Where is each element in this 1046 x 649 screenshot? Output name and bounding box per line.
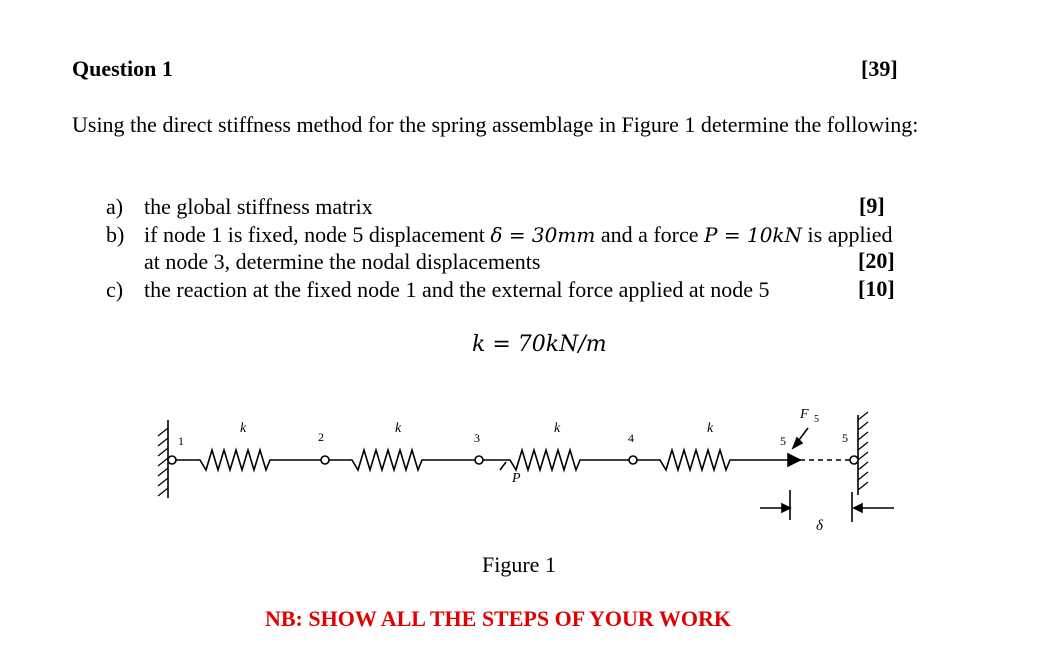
- right-wall-hatch: [858, 412, 868, 490]
- left-wall-hatch: [158, 428, 168, 496]
- node-label-5: 5: [780, 434, 786, 448]
- node-label-2: 2: [318, 430, 324, 444]
- delta-equation: δ = 30mm: [490, 223, 596, 247]
- figure-caption: Figure 1: [482, 552, 556, 577]
- item-b-marks: [20]: [858, 248, 895, 273]
- spring-label-2: k: [395, 421, 402, 436]
- node-label-1: 1: [178, 434, 184, 448]
- question-intro: Using the direct stiffness method for the spring assemblage in Figure 1 determine the following:: [72, 112, 919, 137]
- item-c-text: the reaction at the fixed node 1 and the external force applied at node 5: [144, 277, 770, 302]
- item-c-marks: [10]: [858, 276, 895, 301]
- item-b-line2: at node 3, determine the nodal displacements: [144, 249, 541, 274]
- nb-note: NB: SHOW ALL THE STEPS OF YOUR WORK: [265, 606, 731, 631]
- spring-label-1: k: [240, 421, 247, 436]
- question-title: Question 1: [72, 56, 173, 81]
- spring-1: [176, 450, 322, 470]
- force-label: F: [800, 407, 809, 422]
- spring-label-4: k: [707, 421, 714, 436]
- spring-3: [482, 450, 630, 470]
- item-b-text-post: is applied: [802, 222, 893, 247]
- question-marks: [39]: [861, 56, 898, 81]
- item-b-text-mid: and a force: [595, 222, 705, 247]
- delta-label: δ: [816, 518, 823, 534]
- node-4: [629, 456, 637, 464]
- spring-4: [636, 450, 790, 470]
- stiffness-equation: k = 70kN/m: [472, 332, 607, 357]
- spring-label-3: k: [554, 421, 561, 436]
- node-label-4: 4: [628, 431, 634, 445]
- item-b-letter: b): [106, 222, 125, 247]
- node-5-wall: [850, 456, 858, 464]
- force-arrow-head: [793, 438, 802, 448]
- force-subscript: 5: [814, 414, 819, 425]
- load-arrow: [500, 462, 506, 470]
- item-c-letter: c): [106, 277, 124, 302]
- item-a-text: the global stiffness matrix: [144, 194, 373, 219]
- item-a-marks: [9]: [859, 193, 885, 218]
- node-5-arrow: [788, 454, 800, 466]
- node-2: [321, 456, 329, 464]
- spring-2: [328, 450, 476, 470]
- delta-arrow-left-head: [782, 504, 790, 512]
- node-label-5-wall: 5: [842, 431, 848, 445]
- load-label: P: [512, 471, 521, 486]
- force-equation: P = 10kN: [704, 223, 803, 247]
- item-a-letter: a): [106, 194, 124, 219]
- node-label-3: 3: [474, 431, 480, 445]
- node-3: [475, 456, 483, 464]
- delta-arrow-right-head: [854, 504, 862, 512]
- item-b-text-pre: if node 1 is fixed, node 5 displacement: [144, 222, 491, 247]
- node-1: [168, 456, 176, 464]
